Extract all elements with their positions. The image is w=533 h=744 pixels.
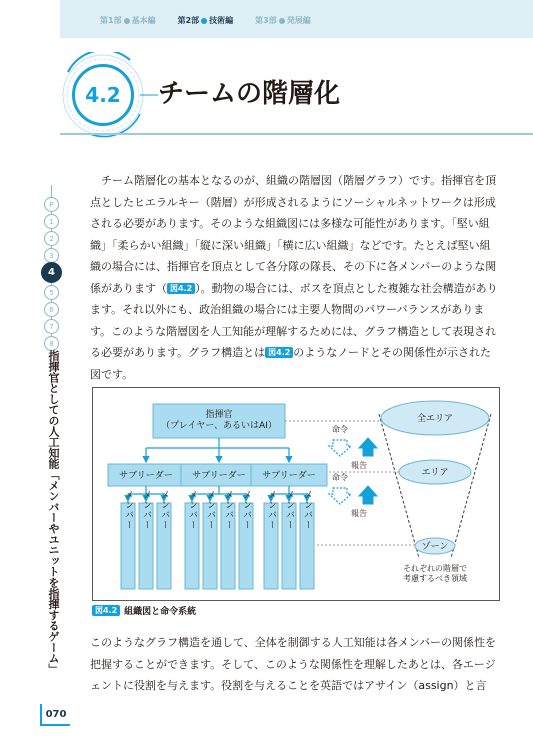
part-tab-name: 発展編	[286, 16, 311, 25]
figure-caption-tag: 図4.2	[92, 605, 120, 616]
chapter-nav-item-8: 8	[44, 336, 59, 351]
scope-note: 考慮するべき領域	[403, 574, 467, 583]
chapter-nav-item-P: P	[44, 197, 59, 212]
part-tab-1	[100, 15, 156, 26]
part-tab-2	[178, 15, 234, 26]
commander-connector	[146, 438, 289, 448]
commander-label: （プレイヤー、あるいはAI）	[161, 421, 277, 431]
figure-caption	[92, 604, 196, 617]
report-arrow-icon	[359, 438, 377, 456]
chapter-nav-item-1: 1	[44, 214, 59, 229]
section-number: 4.2	[72, 64, 134, 126]
figure-4-2	[92, 387, 500, 601]
member-label: メンバー	[123, 490, 133, 530]
chapter-nav-item-5: 5	[44, 285, 59, 300]
page-number: 070	[40, 704, 70, 726]
section-title: チームの階層化	[158, 79, 341, 109]
part-title-vertical: 指揮官としての人工知能「メンバーやユニットを指揮するゲーム」	[47, 350, 60, 675]
part-tab-label: 第2部	[177, 16, 200, 25]
member-label: メンバー	[284, 490, 294, 530]
chapter-nav-item-3: 3	[44, 248, 59, 263]
paragraph-text: ）。動物の場合には、ボスを頂点とした複雑な社会構造があります。それ以外にも、政治組織の場合には主要人物間のパワーバランスがあります。このような階層図を人工知能が理解するためには、グラフ構造として表現される必要があります。グラフ構造とは	[90, 281, 498, 359]
member-label: メンバー	[141, 490, 151, 530]
chapter-nav-item-7: 7	[44, 319, 59, 334]
paragraph-text: のようなノードとその関係性が示された図です。	[90, 346, 491, 381]
chapter-nav-item-4: 4	[41, 262, 62, 283]
report-label: 報告	[351, 461, 367, 470]
command-arrow-icon	[329, 440, 351, 456]
paragraph-text: チーム階層化の基本となるのが、組織の階層図（階層グラフ）です。指揮官を頂点としたヒエラルキー（階層）が形成されるようにソーシャルネットワークは形成される必要があります。そのような組織図には多様な可能性があります。「堅い組織」「柔らかい組織」「縦に深い組織」「横に広い組織」などです。たとえば堅い組織の場合には、指揮官を頂点として各分隊の隊長、その下に各メンバーのような関係があります（	[90, 174, 497, 295]
member-label: メンバー	[241, 490, 251, 530]
scope-level-label: ゾーン	[421, 542, 449, 552]
command-label: 命令	[332, 425, 348, 434]
part-dot-icon	[124, 18, 130, 24]
member-label: メンバー	[205, 490, 215, 530]
body-paragraph-1	[90, 170, 500, 385]
sub-leader-label: サブリーダー	[262, 471, 316, 481]
member-label: メンバー	[302, 490, 312, 530]
figure-ref-badge: 図4.2	[167, 283, 195, 294]
scope-note: それぞれの階層で	[403, 564, 467, 573]
part-tab-name: 基本編	[131, 16, 156, 25]
sub-leader-label: サブリーダー	[119, 471, 173, 481]
member-label: メンバー	[187, 490, 197, 530]
body-paragraph-2: このようなグラフ構造を通して、全体を制御する人工知能は各メンバーの関係性を把握することができます。そして、このような関係性を理解したあとは、各エージェントに役割を与えます。役割を与えることを英語ではアサイン（assign）と言	[90, 636, 497, 692]
chapter-nav-item-6: 6	[44, 302, 59, 317]
scope-funnel	[379, 414, 491, 558]
member-label: メンバー	[266, 490, 276, 530]
report-arrow-icon	[359, 486, 377, 504]
title-rule	[60, 133, 533, 135]
scope-level-label: 全エリア	[416, 414, 454, 424]
part-dot-icon	[279, 18, 285, 24]
report-label: 報告	[351, 509, 367, 518]
figure-caption-text: 組織図と命令系統	[124, 607, 197, 617]
part-tab-label: 第3部	[255, 16, 277, 25]
part-tab-3	[255, 15, 311, 26]
figure-ref-badge: 図4.2	[265, 347, 293, 358]
command-arrow-icon	[329, 488, 351, 504]
part-tab-name: 技術編	[209, 16, 234, 25]
chapter-nav-item-2: 2	[44, 231, 59, 246]
sub-leader-label: サブリーダー	[192, 471, 246, 481]
part-tab-label: 第1部	[100, 16, 122, 25]
command-label: 命令	[332, 473, 348, 482]
member-label: メンバー	[223, 490, 233, 530]
org-chart-diagram	[93, 388, 499, 600]
commander-label: 指揮官	[205, 410, 233, 420]
member-label: メンバー	[159, 490, 169, 530]
part-dot-icon	[201, 18, 207, 24]
parts-nav	[100, 15, 311, 26]
scope-level-label: エリア	[421, 468, 449, 478]
